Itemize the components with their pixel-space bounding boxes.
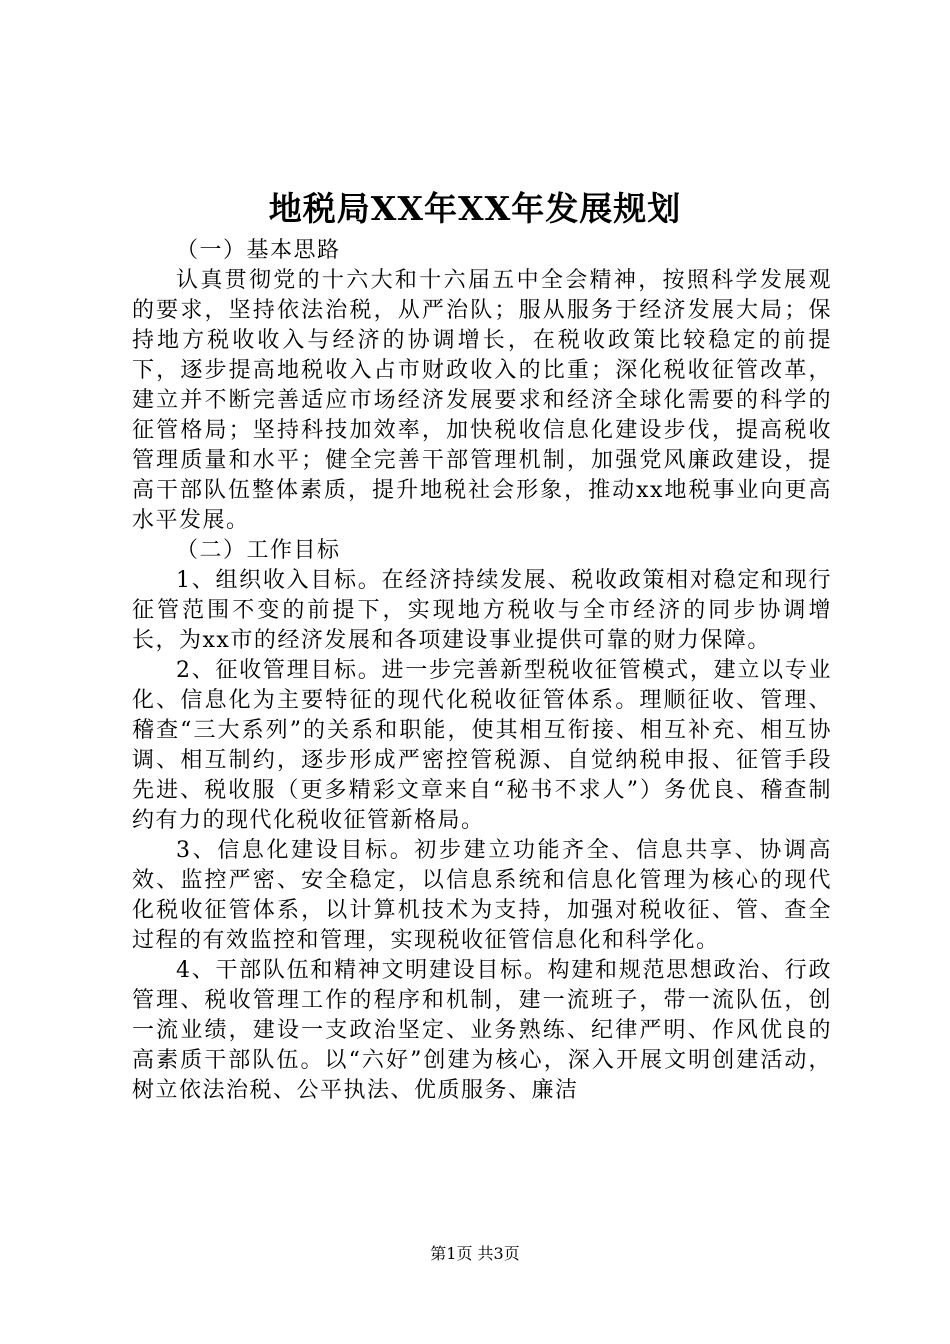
paragraph-goal-informatization: 3、信息化建设目标。初步建立功能齐全、信息共享、协调高效、监控严密、安全稳定，以信息系统和信息化管理为核心的现代化税收征管体系，以计算机技术为支持，加强对税收征、管、查全过程的有效监控和管理，实现税收征管信息化和科学化。: [132, 838, 832, 953]
paragraph-goal-revenue: 1、组织收入目标。在经济持续发展、税收政策相对稳定和现行征管范围不变的前提下，实现地方税收与全市经济的同步协调增长，为xx市的经济发展和各项建设事业提供可靠的财力保障。: [132, 568, 832, 653]
section-heading-work-goals: （二）工作目标: [176, 538, 341, 563]
paragraph-goal-staff: 4、干部队伍和精神文明建设目标。构建和规范思想政治、行政管理、税收管理工作的程序和机制，建一流班子，带一流队伍，创一流业绩，建设一支政治坚定、业务熟练、纪律严明、作风优良的高素质干部队伍。以“六好”创建为核心，深入开展文明创建活动，树立依法治税、公平执法、优质服务、廉洁: [132, 958, 832, 1103]
paragraph-basic-approach: 认真贯彻党的十六大和十六届五中全会精神，按照科学发展观的要求，坚持依法治税，从严治队；服从服务于经济发展大局；保持地方税收收入与经济的协调增长，在税收政策比较稳定的前提下，逐步提高地税收入占市财政收入的比重；深化税收征管改革，建立并不断完善适应市场经济发展要求和经济全球化需要的科学的征管格局；坚持科技加效率，加快税收信息化建设步伐，提高税收管理质量和水平；健全完善干部管理机制，加强党风廉政建设，提高干部队伍整体素质，提升地税社会形象，推动xx地税事业向更高水平发展。: [132, 268, 832, 533]
document-title: 地税局XX年XX年发展规划: [268, 189, 682, 228]
document-body: [132, 236, 832, 1106]
page-number-footer: 第1页 共3页: [430, 1244, 520, 1263]
section-heading-basic-approach: （一）基本思路: [176, 238, 341, 263]
paragraph-goal-collection: 2、征收管理目标。进一步完善新型税收征管模式，建立以专业化、信息化为主要特征的现代化税收征管体系。理顺征收、管理、稽查“三大系列”的关系和职能，使其相互衔接、相互补充、相互协调、相互制约，逐步形成严密控管税源、自觉纳税申报、征管手段先进、税收服（更多精彩文章来自“秘书不求人”）务优良、稽查制约有力的现代化税收征管新格局。: [132, 658, 832, 833]
